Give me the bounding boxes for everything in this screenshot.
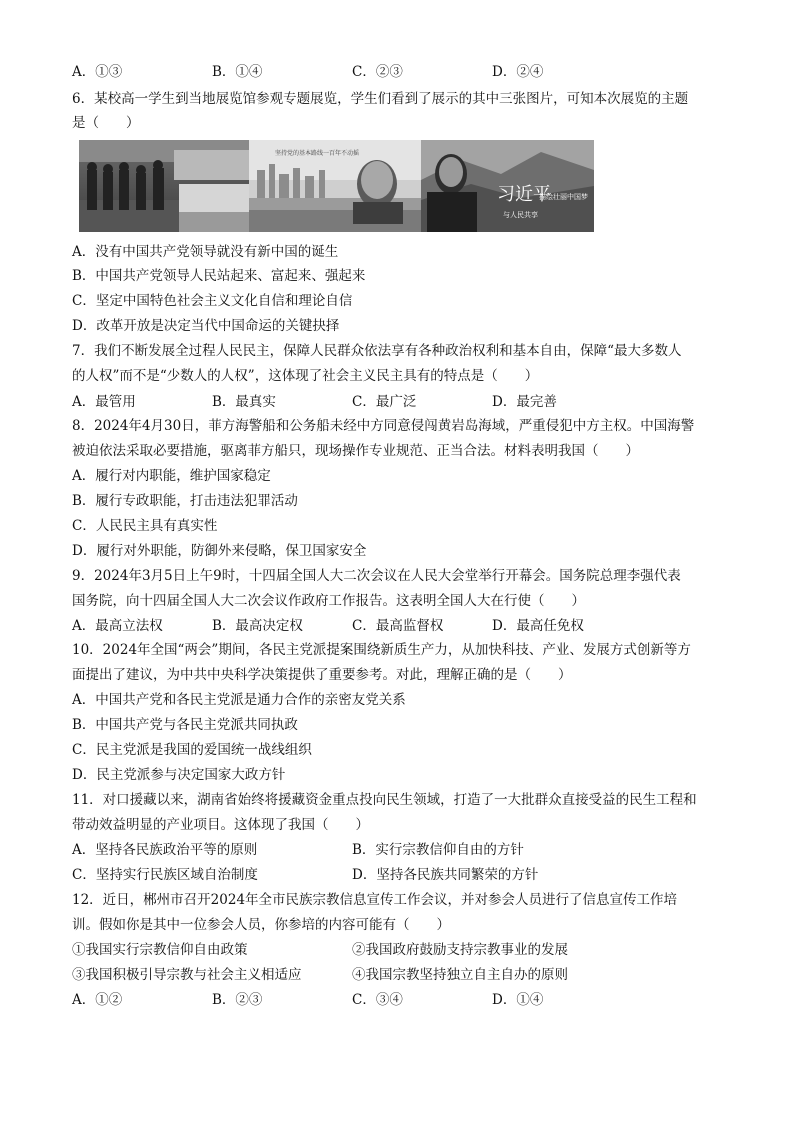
q8-option-d: D．履行对外职能，防御外来侵略，保卫国家安全 [72, 543, 367, 559]
q12-option-b: B．②③ [212, 992, 263, 1008]
q7-stem-line1: 7．我们不断发展全过程人民民主，保障人民群众依法享有各种政治权利和基本自由，保障“最大多数人 [72, 343, 682, 359]
q8-option-b: B．履行专政职能，打击违法犯罪活动 [72, 493, 298, 509]
q11-option-c: C．坚持实行民族区域自治制度 [72, 867, 258, 883]
q5-option-c: C．②③ [352, 64, 403, 80]
q6-photo3-caption-a: 描绘壮丽中国梦 [539, 193, 588, 201]
q6-photo-founding-ceremony [79, 140, 249, 232]
q11-option-d: D．坚持各民族共同繁荣的方针 [352, 867, 539, 883]
q12-stem-line2: 训。假如你是其中一位参会人员，你参培的内容可能有（ ） [72, 917, 450, 933]
q9-option-b: B．最高决定权 [212, 618, 303, 634]
q11-stem-line1: 11．对口援藏以来，湖南省始终将援藏资金重点投向民生领域，打造了一大批群众直接受益的民生工程和 [72, 792, 697, 808]
q11-option-a: A．坚持各民族政治平等的原则 [72, 842, 258, 858]
q10-option-b: B．中国共产党与各民主党派共同执政 [72, 717, 298, 733]
q6-option-b: B．中国共产党领导人民站起来、富起来、强起来 [72, 268, 366, 284]
q8-stem-line2: 被迫依法采取必要措施，驱离菲方船只，现场操作专业规范、正当合法。材料表明我国（ ） [72, 443, 639, 459]
q5-option-d: D．②④ [492, 64, 544, 80]
q9-option-d: D．最高任免权 [492, 618, 584, 634]
q12-option-a: A．①② [72, 992, 123, 1008]
q6-photo-deng-xiaoping-billboard [249, 140, 421, 232]
q9-stem-line2: 国务院，向十四届全国人大二次会议作政府工作报告。这表明全国人大在行使（ ） [72, 593, 585, 609]
q7-option-c: C．最广泛 [352, 394, 417, 410]
q11-stem-line2: 带动效益明显的产业项目。这体现了我国（ ） [72, 817, 369, 833]
q8-stem-line1: 8．2024年4月30日，菲方海警船和公务船未经中方同意侵闯黄岩岛海域，严重侵犯中方主权。中国海警 [72, 418, 695, 434]
q5-option-a: A．①③ [72, 64, 123, 80]
q8-option-a: A．履行对内职能，维护国家稳定 [72, 468, 271, 484]
q10-option-a: A．中国共产党和各民主党派是通力合作的亲密友党关系 [72, 692, 406, 708]
q6-photo3-caption-b: 与人民共享 [503, 211, 538, 219]
q6-option-c: C．坚定中国特色社会主义文化自信和理论自信 [72, 293, 353, 309]
q10-stem-line2: 面提出了建议，为中共中央科学决策提供了重要参考。对此，理解正确的是（ ） [72, 667, 572, 683]
q12-option-c: C．③④ [352, 992, 403, 1008]
q9-option-c: C．最高监督权 [352, 618, 444, 634]
q12-item-2: ②我国政府鼓励支持宗教事业的发展 [352, 942, 568, 958]
q12-item-1: ①我国实行宗教信仰自由政策 [72, 942, 248, 958]
q7-option-b: B．最真实 [212, 394, 276, 410]
q10-option-d: D．民主党派参与决定国家大政方针 [72, 767, 286, 783]
q10-stem-line1: 10．2024年全国“两会”期间，各民主党派提案围绕新质生产力，从加快科技、产业、发展方式创新等方 [72, 642, 691, 658]
q9-stem-line1: 9．2024年3月5日上午9时，十四届全国人大二次会议在人民大会堂举行开幕会。国务院总理李强代表 [72, 568, 681, 584]
q5-option-b: B．①④ [212, 64, 263, 80]
q6-photo-xi-jinping-billboard [421, 140, 594, 232]
q12-item-4: ④我国宗教坚持独立自主自办的原则 [352, 967, 568, 983]
q12-stem-line1: 12．近日，郴州市召开2024年全市民族宗教信息宣传工作会议，并对参会人员进行了信息宣传工作培 [72, 892, 678, 908]
q6-photo3-signature: 习近平 [497, 184, 551, 205]
q6-stem-line1: 6．某校高一学生到当地展览馆参观专题展览，学生们看到了展示的其中三张图片，可知本次展览的主题 [72, 91, 689, 107]
q6-option-a: A．没有中国共产党领导就没有新中国的诞生 [72, 244, 339, 260]
q7-option-a: A．最管用 [72, 394, 136, 410]
q12-item-3: ③我国积极引导宗教与社会主义相适应 [72, 967, 302, 983]
q6-option-d: D．改革开放是决定当代中国命运的关键抉择 [72, 318, 340, 334]
q7-stem-line2: 的人权”而不是“少数人的人权”，这体现了社会主义民主具有的特点是（ ） [72, 368, 539, 384]
q7-option-d: D．最完善 [492, 394, 557, 410]
q11-option-b: B．实行宗教信仰自由的方针 [352, 842, 524, 858]
q12-option-d: D．①④ [492, 992, 544, 1008]
q6-stem-line2: 是（ ） [72, 115, 140, 131]
q10-option-c: C．民主党派是我国的爱国统一战线组织 [72, 742, 312, 758]
q8-option-c: C．人民民主具有真实性 [72, 518, 218, 534]
q6-photo2-caption: 坚持党的基本路线一百年不动摇 [275, 150, 360, 157]
q9-option-a: A．最高立法权 [72, 618, 163, 634]
